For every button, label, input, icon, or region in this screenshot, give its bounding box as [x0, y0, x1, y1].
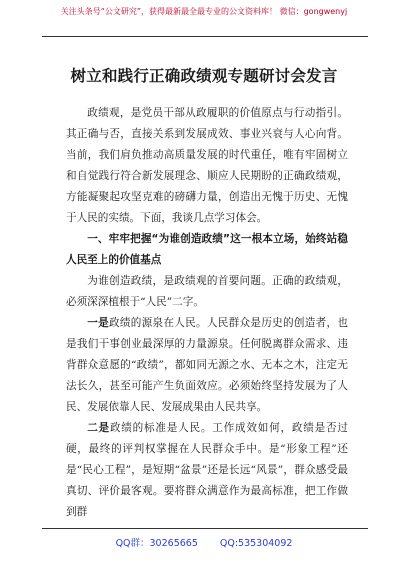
body-paragraph: 为谁创造政绩，是政绩观的首要问题。正确的政绩观，必须深深植根于“人民”二字。 [66, 275, 348, 308]
qq-number-text: QQ:535304092 [219, 538, 293, 549]
document-title: 树立和践行正确政绩观专题研讨会发言 [70, 67, 338, 85]
qq-group-text: QQ群：30265665 [115, 538, 198, 549]
section-heading: 一、牢牢把握“为谁创造政绩”这一根本立场，始终站稳人民至上的价值基点 [66, 233, 348, 266]
header-divider [42, 36, 368, 37]
point-lead: 一是 [87, 317, 109, 329]
point-lead: 二是 [87, 422, 110, 434]
header-banner: 关注头条号“公文研究”，获得最新最全最专业的公文资料库！ 微信：gongwenyj [60, 7, 348, 16]
point-text: 政绩的标准是人民。工作成效如何，政绩是否过硬，最终的评判权掌握在人民群众手中。是“形象工程”还是“民心工程”，是短期“盆景”还是长远“风景”，群众感受最真切、评价最客观。要将群众满意作为最高标准，把工作做到群 [66, 422, 349, 518]
body-paragraph-point-two [66, 418, 348, 523]
footer-contact [0, 535, 408, 549]
document-body [66, 103, 348, 523]
point-text: 政绩的源泉在人民。人民群众是历史的创造者，也是我们干事创业最深厚的力量源泉。任何脱离群众需求、违背群众意愿的“政绩”，都如同无源之水、无本之木，注定无法长久，甚至可能产生负面效应。必须始终坚持发展为了人民、发展依靠人民、发展成果由人民共享。 [66, 317, 349, 413]
body-paragraph-point-one [66, 313, 348, 418]
intro-paragraph: 政绩观，是党员干部从政履职的价值原点与行动指引。其正确与否，直接关系到发展成效、事业兴衰与人心向背。当前，我们肩负推动高质量发展的时代重任，唯有牢固树立和自觉践行符合新发展理念、顺应人民期盼的正确政绩观，方能凝聚起攻坚克难的磅礴力量，创造出无愧于历史、无愧于人民的实绩。下面，我谈几点学习体会。 [66, 107, 348, 224]
footer-divider [42, 528, 368, 529]
